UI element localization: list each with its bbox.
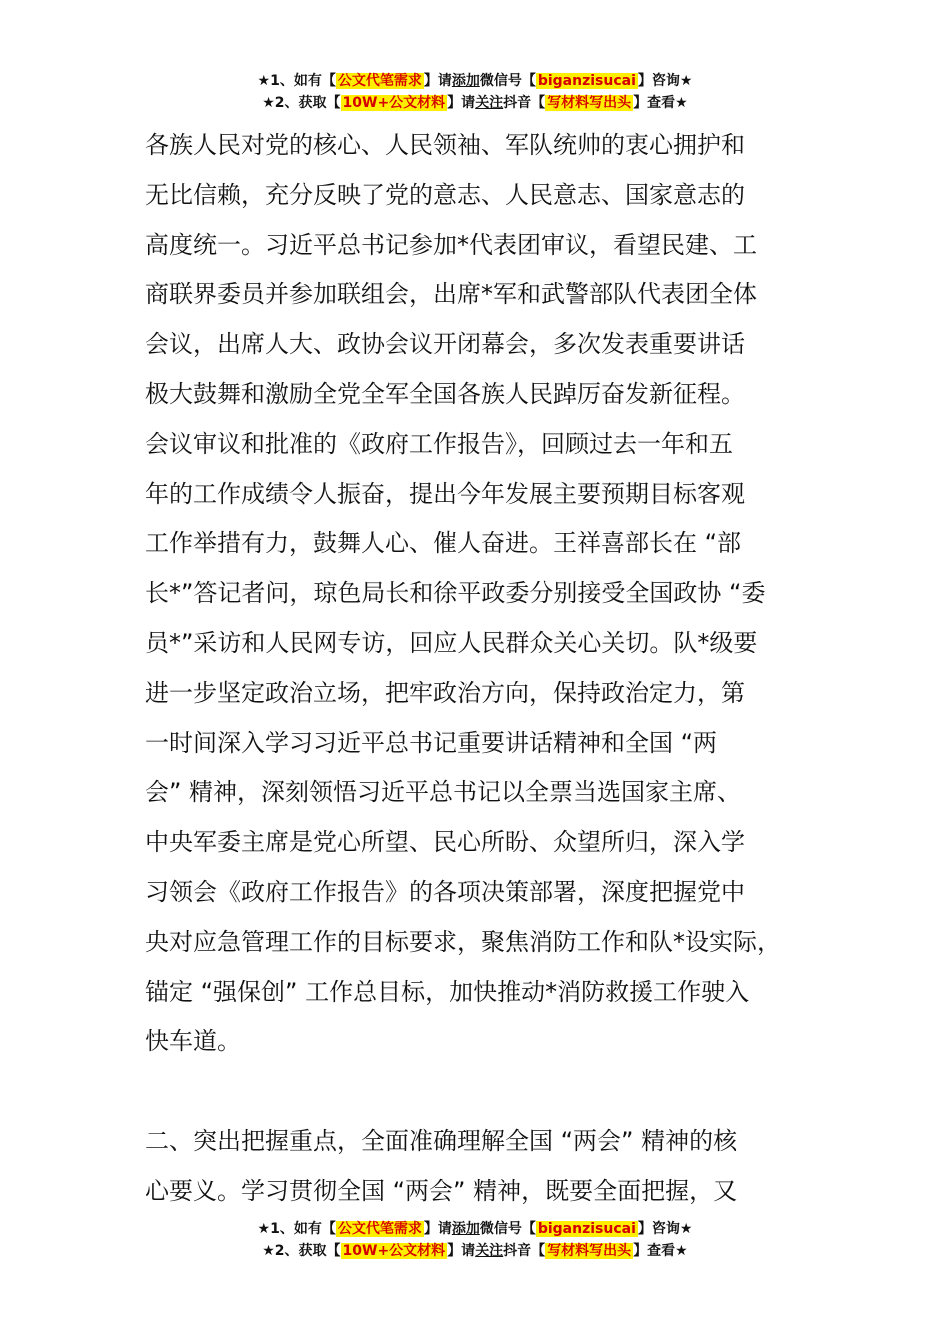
text-line: 员*”采访和人民网专访，回应人民群众关心关切。队*级要 — [145, 628, 758, 657]
text-line: 二、突出把握重点，全面准确理解全国 “两会” 精神的核 — [145, 1126, 738, 1155]
banner-text: 】请 — [423, 73, 452, 89]
banner-text: ★2、获取【 — [262, 95, 341, 111]
banner-text: ★1、如有【 — [257, 1221, 336, 1237]
banner-line-2 — [0, 1240, 950, 1262]
text-line: 长*”答记者问，琼色局长和徐平政委分别接受全国政协 “委 — [145, 579, 766, 608]
banner-text: 】请 — [447, 1243, 476, 1259]
banner-line-2 — [0, 92, 950, 114]
footer-banner — [0, 1218, 950, 1262]
text-line: 商联界委员并参加联组会，出席*军和武警部队代表团全体 — [145, 280, 757, 309]
text-line: 各族人民对党的核心、人民领袖、军队统帅的衷心拥护和 — [145, 131, 745, 159]
text-line: 央对应急管理工作的目标要求，聚焦消防工作和队*设实际， — [145, 927, 781, 956]
text-line: 心要义。学习贯彻全国 “两会” 精神，既要全面把握，又 — [145, 1176, 738, 1205]
text-line: 锚定 “强保创” 工作总目标，加快推动*消防救援工作驶入 — [145, 977, 750, 1006]
banner-line-1 — [0, 70, 950, 92]
banner-text: 】请 — [447, 95, 476, 111]
header-banner — [0, 70, 950, 114]
banner-text: 】查看★ — [633, 1243, 688, 1259]
text-line: 年的工作成绩令人振奋，提出今年发展主要预期目标客观 — [145, 479, 745, 508]
banner-underline: 添加 — [451, 1221, 480, 1237]
banner-text: 抖音【 — [503, 1243, 546, 1259]
document-body — [145, 121, 835, 1217]
text-line: 习领会《政府工作报告》的各项决策部署，深度把握党中 — [145, 877, 745, 906]
text-line: 高度统一。习近平总书记参加*代表团审议，看望民建、工 — [145, 230, 757, 259]
banner-highlight: 10W+公文材料 — [342, 1243, 446, 1259]
text-line: 快车道。 — [145, 1027, 241, 1056]
banner-underline: 关注 — [475, 95, 504, 111]
banner-text: 微信号【 — [479, 1221, 536, 1237]
text-line: 工作举措有力，鼓舞人心、催人奋进。王祥喜部长在 “部 — [145, 529, 742, 558]
text-line: 进一步坚定政治立场，把牢政治方向，保持政治定力，第 — [145, 678, 745, 707]
paragraph-1 — [145, 121, 835, 1067]
banner-underline: 关注 — [475, 1243, 504, 1259]
banner-highlight: 写材料写出头 — [547, 1243, 632, 1259]
text-line: 会议，出席人大、政协会议开闭幕会，多次发表重要讲话 — [145, 330, 745, 359]
banner-text: 微信号【 — [479, 73, 536, 89]
paragraph-spacer — [145, 1067, 835, 1117]
banner-highlight: 公文代笔需求 — [337, 1221, 422, 1237]
banner-text: ★2、获取【 — [262, 1243, 341, 1259]
text-line: 会” 精神，深刻领悟习近平总书记以全票当选国家主席、 — [145, 778, 742, 807]
banner-highlight: biganzisucai — [537, 1221, 636, 1237]
banner-underline: 添加 — [451, 73, 480, 89]
text-line: 一时间深入学习习近平总书记重要讲话精神和全国 “两 — [145, 728, 718, 757]
banner-line-1 — [0, 1218, 950, 1240]
banner-text: 抖音【 — [503, 95, 546, 111]
paragraph-2 — [145, 1117, 835, 1217]
text-line: 极大鼓舞和激励全党全军全国各族人民踔厉奋发新征程。 — [145, 379, 745, 408]
banner-highlight: 10W+公文材料 — [342, 95, 446, 111]
text-line: 中央军委主席是党心所望、民心所盼、众望所归，深入学 — [145, 828, 745, 857]
text-line: 无比信赖，充分反映了党的意志、人民意志、国家意志的 — [145, 180, 745, 209]
banner-highlight: 写材料写出头 — [547, 95, 632, 111]
text-line: 会议审议和批准的《政府工作报告》，回顾过去一年和五 — [145, 429, 733, 458]
banner-highlight: biganzisucai — [537, 73, 636, 89]
banner-highlight: 公文代笔需求 — [337, 73, 422, 89]
banner-text: 】请 — [423, 1221, 452, 1237]
banner-text: 】咨询★ — [637, 1221, 693, 1237]
banner-text: 】咨询★ — [637, 73, 693, 89]
banner-text: ★1、如有【 — [257, 73, 336, 89]
banner-text: 】查看★ — [633, 95, 688, 111]
